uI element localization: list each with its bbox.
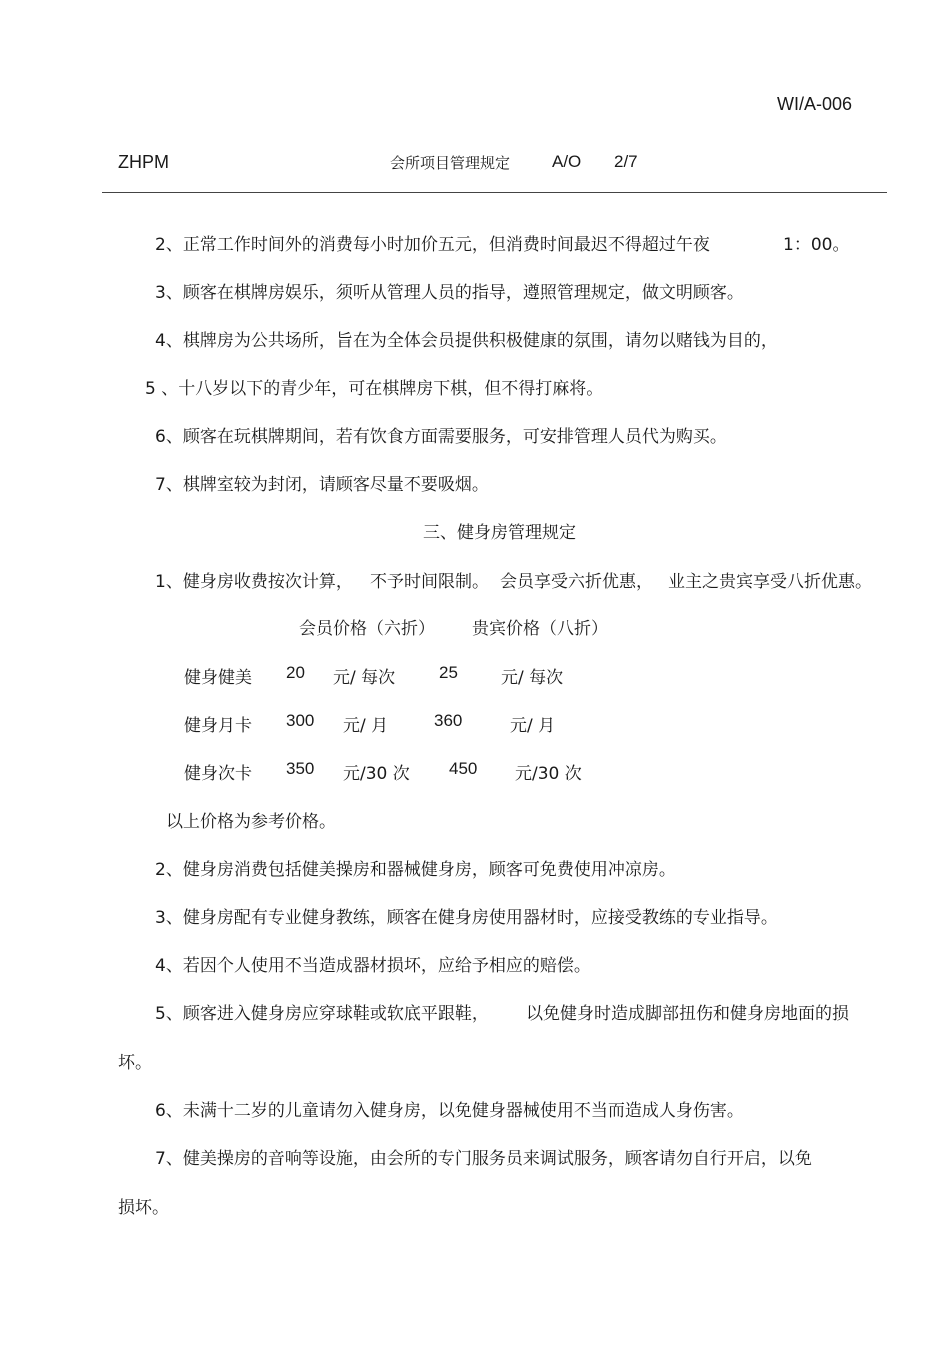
item-5-part-a: 5、顾客进入健身房应穿球鞋或软底平跟鞋， — [155, 1004, 489, 1024]
price-row-vip-price: 360 — [434, 711, 463, 730]
price-row-vip-price: 450 — [449, 759, 478, 778]
price-row-member-price: 20 — [286, 663, 305, 682]
item-5-part-c: 坏。 — [118, 1053, 152, 1073]
price-row-name: 健身健美 — [184, 668, 252, 688]
item-5-part-b: 以免健身时造成脚部扭伤和健身房地面的损 — [526, 1004, 849, 1024]
price-row-member-price: 300 — [286, 711, 315, 730]
price-row-vip-price: 25 — [439, 663, 458, 682]
item-7-part-a: 7、健美操房的音响等设施，由会所的专门服务员来调试服务，顾客请勿自行开启，以免 — [155, 1149, 812, 1169]
price-row-member-unit: 元/ 每次 — [333, 668, 396, 688]
revision-number: A/O — [552, 152, 582, 171]
paragraph-2-time: 1：00。 — [783, 235, 850, 255]
price-row-member-price: 350 — [286, 759, 315, 778]
item-2: 2、健身房消费包括健美操房和器械健身房，顾客可免费使用冲凉房。 — [155, 860, 676, 880]
paragraph-6: 6、顾客在玩棋牌期间，若有饮食方面需要服务，可安排管理人员代为购买。 — [155, 427, 727, 447]
item-6: 6、未满十二岁的儿童请勿入健身房，以免健身器械使用不当而造成人身伤害。 — [155, 1101, 744, 1121]
company-name: ZHPM — [118, 152, 169, 172]
document-title: 会所项目管理规定 — [390, 154, 511, 172]
price-row-member-unit: 元/30 次 — [343, 764, 410, 784]
price-row-member-unit: 元/ 月 — [343, 716, 389, 736]
item-1-part-a: 1、健身房收费按次计算， — [155, 572, 353, 592]
document-code: WI/A-006 — [777, 94, 853, 114]
paragraph-4: 4、棋牌房为公共场所，旨在为全体会员提供积极健康的氛围，请勿以赌钱为目的， — [155, 331, 778, 351]
item-4: 4、若因个人使用不当造成器材损坏，应给予相应的赔偿。 — [155, 956, 591, 976]
price-row-vip-unit: 元/ 每次 — [501, 668, 564, 688]
paragraph-7: 7、棋牌室较为封闭，请顾客尽量不要吸烟。 — [155, 475, 489, 495]
price-header-vip: 贵宾价格（八折） — [472, 619, 608, 639]
price-row-vip-unit: 元/30 次 — [515, 764, 582, 784]
price-row-name: 健身次卡 — [184, 764, 252, 784]
item-1-part-b: 不予时间限制。 — [370, 572, 489, 592]
paragraph-2: 2、正常工作时间外的消费每小时加价五元，但消费时间最迟不得超过午夜 — [155, 235, 710, 255]
price-row-name: 健身月卡 — [184, 716, 252, 736]
item-1-part-d: 业主之贵宾享受八折优惠。 — [668, 572, 872, 592]
header-divider — [102, 192, 887, 193]
paragraph-3: 3、顾客在棋牌房娱乐，须听从管理人员的指导，遵照管理规定，做文明顾客。 — [155, 283, 744, 303]
section-heading: 三、健身房管理规定 — [423, 523, 576, 543]
page-number: 2/7 — [614, 152, 638, 171]
item-3: 3、健身房配有专业健身教练，顾客在健身房使用器材时，应接受教练的专业指导。 — [155, 908, 778, 928]
item-1-part-c: 会员享受六折优惠， — [500, 572, 653, 592]
paragraph-5: 5 、十八岁以下的青少年，可在棋牌房下棋，但不得打麻将。 — [145, 379, 604, 399]
price-note: 以上价格为参考价格。 — [166, 812, 336, 832]
item-7-part-b: 损坏。 — [118, 1198, 169, 1218]
price-header-member: 会员价格（六折） — [299, 619, 435, 639]
price-row-vip-unit: 元/ 月 — [510, 716, 556, 736]
